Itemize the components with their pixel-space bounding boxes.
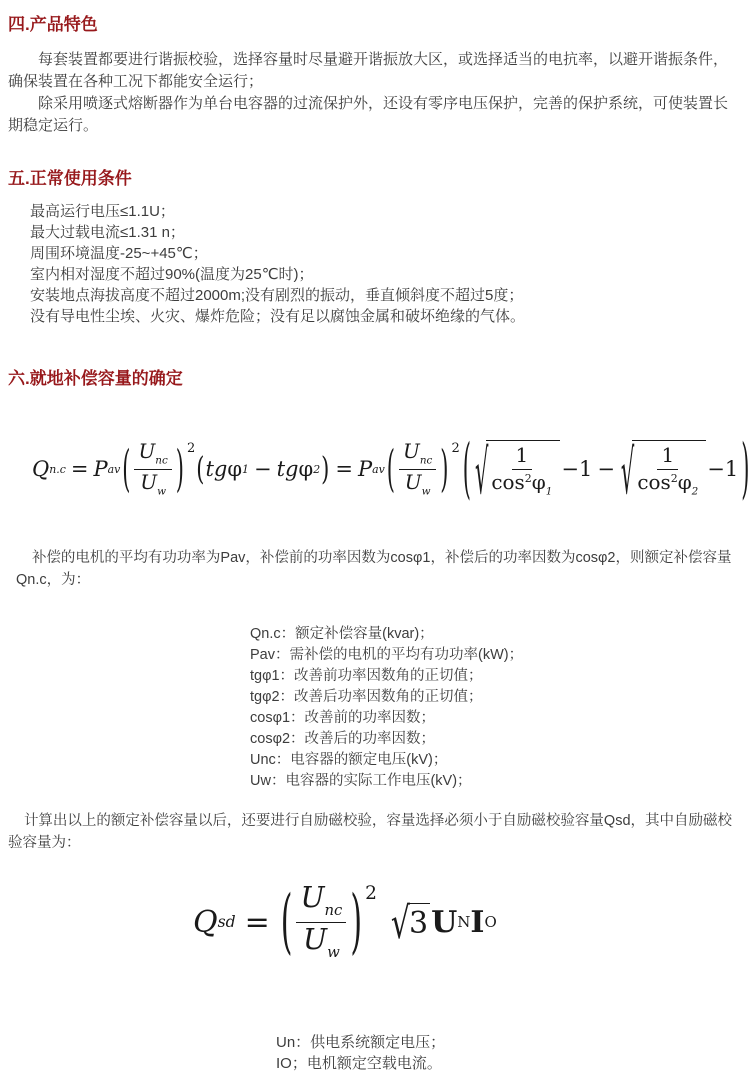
math-func: tg bbox=[276, 457, 299, 481]
radical-sign: √ bbox=[474, 437, 489, 508]
section-heading-conditions: 五.正常使用条件 bbox=[8, 169, 132, 188]
math-operator: − bbox=[597, 457, 615, 481]
math-var: U bbox=[138, 438, 156, 463]
math-var: P bbox=[93, 457, 108, 481]
math-operator: − bbox=[707, 457, 725, 481]
math-var: U bbox=[303, 922, 328, 956]
math-number: 3 bbox=[409, 906, 429, 941]
condition-item: 最大过载电流≤1.31 n； bbox=[30, 224, 185, 241]
math-number: 1 bbox=[578, 457, 593, 481]
math-operator: − bbox=[561, 457, 579, 481]
math-paren: ) bbox=[321, 451, 330, 487]
formula-qsd bbox=[193, 878, 742, 966]
document-page bbox=[0, 15, 750, 1074]
math-numerator: 1 bbox=[657, 445, 678, 470]
math-radical bbox=[474, 437, 560, 508]
math-var: Q bbox=[32, 457, 50, 481]
math-denominator bbox=[303, 923, 340, 961]
definition-item: Unc：电容器的额定电压(kV)； bbox=[250, 752, 448, 768]
definition-item: cosφ1：改善前的功率因数； bbox=[250, 710, 436, 726]
math-sub: nc bbox=[155, 454, 168, 467]
math-paren: ( bbox=[386, 440, 395, 498]
math-phi: φ bbox=[298, 457, 314, 481]
math-numerator: 1 bbox=[512, 445, 533, 470]
definition-item: Un：供电系统额定电压； bbox=[276, 1034, 446, 1051]
math-exponent: 2 bbox=[451, 441, 460, 457]
math-numerator bbox=[134, 438, 171, 470]
math-numerator bbox=[399, 438, 436, 470]
condition-item: 没有导电性尘埃、火灾、爆炸危险；没有足以腐蚀金属和破坏绝缘的气体。 bbox=[30, 308, 526, 325]
math-exponent: 2 bbox=[524, 472, 532, 486]
math-fraction bbox=[296, 883, 346, 960]
definition-item: Pav：需补偿的电机的平均有功功率(kW)； bbox=[250, 647, 524, 663]
conditions-list bbox=[30, 201, 742, 327]
math-sub: 1 bbox=[242, 462, 249, 476]
math-sub: 1 bbox=[545, 485, 553, 498]
condition-item: 周围环境温度-25~+45℃； bbox=[30, 245, 208, 262]
radical-bar bbox=[408, 903, 430, 941]
formula-qnc bbox=[32, 419, 750, 519]
math-sub: nc bbox=[324, 902, 343, 920]
math-var: I bbox=[470, 904, 485, 940]
math-exponent: 2 bbox=[365, 882, 377, 904]
definition-item: Qn.c：额定补偿容量(kvar)； bbox=[250, 626, 434, 642]
math-sub: sd bbox=[217, 913, 236, 931]
math-exponent: 2 bbox=[186, 441, 196, 457]
condition-item: 室内相对湿度不超过90%(温度为25℃时)； bbox=[30, 266, 314, 283]
math-fraction bbox=[637, 445, 698, 497]
condition-item: 安装地点海拔高度不超过2000m;没有剧烈的振动，垂直倾斜度不超过5度； bbox=[30, 287, 524, 304]
math-operator: − bbox=[254, 457, 272, 481]
math-sub: av bbox=[107, 462, 121, 476]
radical-sign: √ bbox=[390, 898, 411, 949]
math-operator: = bbox=[244, 904, 270, 940]
math-var: P bbox=[357, 457, 373, 481]
math-numerator bbox=[296, 883, 346, 922]
math-sub: w bbox=[421, 485, 431, 498]
definition-item: tgφ2：改善后功率因数角的正切值； bbox=[250, 689, 483, 705]
math-denominator bbox=[405, 470, 431, 498]
math-phi: φ bbox=[227, 457, 243, 481]
definition-item: tgφ1：改善前功率因数角的正切值； bbox=[250, 668, 483, 684]
math-paren: ( bbox=[122, 440, 131, 498]
math-var: Q bbox=[193, 904, 218, 940]
math-sub: n.c bbox=[49, 462, 66, 476]
self-excitation-note-paragraph: 计算出以上的额定补偿容量以后，还要进行自励磁校验，容量选择必须小于自励磁校验容量Qsd，其中自励磁校验容量为： bbox=[8, 813, 733, 851]
definition-item: Uw：电容器的实际工作电压(kV)； bbox=[250, 773, 472, 789]
math-sub: w bbox=[327, 943, 340, 961]
math-number: 1 bbox=[724, 457, 739, 481]
definitions-list bbox=[250, 624, 742, 792]
math-paren: ) bbox=[741, 431, 750, 507]
definition-item: IO；电机额定空载电流。 bbox=[276, 1055, 442, 1072]
section-heading-compensation: 六.就地补偿容量的确定 bbox=[8, 369, 183, 388]
math-phi: φ bbox=[531, 469, 546, 494]
final-definitions-list bbox=[276, 1032, 742, 1074]
math-sub: 2 bbox=[313, 462, 321, 476]
definition-item: cosφ2：改善后的功率因数； bbox=[250, 731, 436, 747]
math-sub: 2 bbox=[691, 485, 699, 498]
features-paragraph-2: 除采用喷逐式熔断器作为单台电容器的过流保护外，还设有零序电压保护，完善的保护系统，可使装置长期稳定运行。 bbox=[8, 95, 729, 134]
math-fraction bbox=[491, 445, 552, 497]
radical-bar bbox=[486, 440, 560, 497]
math-var: U bbox=[431, 904, 458, 940]
math-denominator bbox=[637, 470, 698, 498]
math-func: tg bbox=[205, 457, 228, 481]
math-var: U bbox=[300, 881, 325, 915]
math-fraction bbox=[399, 438, 436, 498]
math-sub: nc bbox=[419, 454, 433, 467]
math-var: U bbox=[404, 469, 422, 494]
radical-sign: √ bbox=[620, 437, 635, 508]
features-paragraph-1: 每套装置都要进行谐振校验，选择容量时尽量避开谐振放大区，或选择适当的电抗率，以避开谐振条件，确保装置在各种工况下都能安全运行； bbox=[8, 51, 729, 90]
math-fraction bbox=[134, 438, 171, 498]
math-paren: ( bbox=[280, 880, 293, 964]
section-heading-features: 四.产品特色 bbox=[8, 15, 98, 34]
math-paren: ( bbox=[196, 451, 205, 487]
math-exponent: 2 bbox=[670, 472, 678, 486]
compensation-intro-paragraph: 补偿的电机的平均有功功率为Pav，补偿前的功率因数为cosφ1，补偿后的功率因数为cosφ2，则额定补偿容量Qn.c，为： bbox=[16, 550, 732, 588]
math-radical bbox=[390, 898, 430, 949]
math-func: cos bbox=[491, 469, 525, 494]
condition-item: 最高运行电压≤1.1U； bbox=[30, 203, 175, 220]
math-denominator bbox=[140, 470, 166, 498]
math-paren: ) bbox=[175, 440, 184, 498]
math-sub: w bbox=[157, 485, 166, 498]
math-sub: N bbox=[457, 913, 471, 931]
math-var: U bbox=[403, 438, 420, 463]
math-operator: = bbox=[335, 457, 353, 481]
radical-bar bbox=[632, 440, 706, 497]
math-paren: ( bbox=[462, 431, 471, 507]
math-phi: φ bbox=[677, 469, 692, 494]
math-operator: = bbox=[70, 457, 89, 481]
math-sub: av bbox=[372, 462, 385, 476]
math-var: U bbox=[140, 469, 158, 494]
math-radical bbox=[620, 437, 706, 508]
math-func: cos bbox=[637, 469, 671, 494]
math-paren: ) bbox=[440, 440, 449, 498]
math-sub: O bbox=[484, 913, 497, 931]
math-paren: ) bbox=[350, 880, 363, 964]
math-denominator bbox=[491, 470, 552, 498]
